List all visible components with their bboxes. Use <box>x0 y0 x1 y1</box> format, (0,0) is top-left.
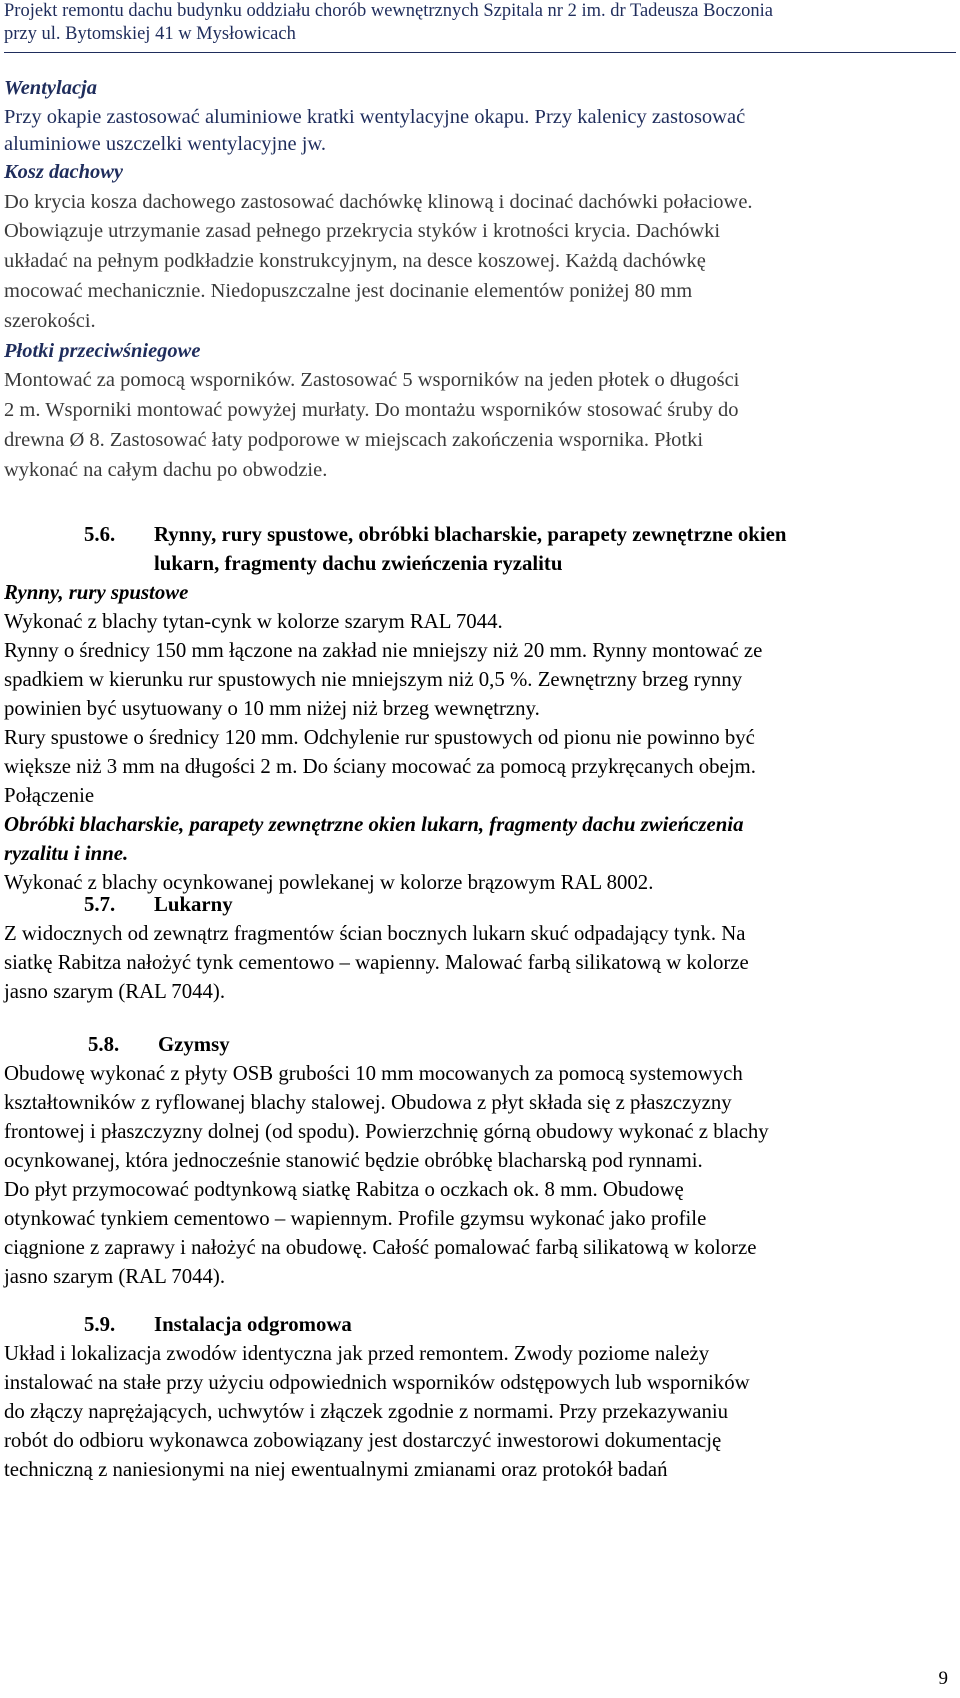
section-number: 5.7. <box>84 893 116 916</box>
paragraph-line: Obowiązuje utrzymanie zasad pełnego przekrycia styków i krotności krycia. Dachówki <box>4 220 721 243</box>
section-number: 5.8. <box>88 1033 120 1056</box>
paragraph-line: kształtowników z ryflowanej blachy stalowej. Obudowa z płyt składa się z płaszczyzny <box>4 1091 732 1114</box>
header-line-1: Projekt remontu dachu budynku oddziału chorób wewnętrznych Szpitala nr 2 im. dr Tadeusza Boczonia <box>4 1 773 21</box>
subheading-rynny: Rynny, rury spustowe <box>4 581 189 604</box>
paragraph-line: Obudowę wykonać z płyty OSB grubości 10 mm mocowanych za pomocą systemowych <box>4 1062 743 1085</box>
paragraph-line: robót do odbioru wykonawca zobowiązany jest dostarczyć inwestorowi dokumentację <box>4 1429 722 1452</box>
paragraph-line: Rury spustowe o średnicy 120 mm. Odchylenie rur spustowych od pionu nie powinno być <box>4 726 755 749</box>
paragraph-line: aluminiowe uszczelki wentylacyjne jw. <box>4 132 327 155</box>
paragraph-line: Połączenie <box>4 784 95 807</box>
section-heading <box>4 1030 956 1059</box>
paragraph-line: Rynny o średnicy 150 mm łączone na zakład nie mniejszy niż 20 mm. Rynny montować ze <box>4 639 763 662</box>
paragraph-line: Układ i lokalizacja zwodów identyczna jak przed remontem. Zwody poziome należy <box>4 1342 710 1365</box>
header-line-2: przy ul. Bytomskiej 41 w Mysłowicach <box>4 24 296 44</box>
paragraph-line: spadkiem w kierunku rur spustowych nie mniejszym niż 0,5 %. Zewnętrzny brzeg rynny <box>4 668 743 691</box>
page-number: 9 <box>938 1668 948 1689</box>
section-title: Instalacja odgromowa <box>154 1313 352 1336</box>
section-heading <box>4 1310 956 1339</box>
paragraph-line: szerokości. <box>4 309 96 332</box>
heading-plotki: Płotki przeciwśniegowe <box>4 339 201 362</box>
paragraph-line: siatkę Rabitza nałożyć tynk cementowo – wapienny. Malować farbą silikatową w kolorze <box>4 951 749 974</box>
header-divider <box>4 52 956 53</box>
paragraph-line: większe niż 3 mm na długości 2 m. Do ściany mocować za pomocą przykręcanych obejm. <box>4 755 756 778</box>
section-5-9 <box>4 1310 956 1484</box>
section-title: Gzymsy <box>158 1033 230 1056</box>
paragraph-line: ciągnione z zaprawy i nałożyć na obudowę. Całość pomalować farbą silikatową w kolorze <box>4 1236 757 1259</box>
paragraph-line: ocynkowanej, która jednocześnie stanowić będzie obróbkę blacharską pod rynnami. <box>4 1149 703 1172</box>
section-number: 5.9. <box>84 1313 116 1336</box>
section-5-8 <box>4 1030 956 1291</box>
section-5-7 <box>4 890 956 1006</box>
paragraph-line: Do płyt przymocować podtynkową siatkę Rabitza o oczkach ok. 8 mm. Obudowę <box>4 1178 684 1201</box>
subheading-obrobki: Obróbki blacharskie, parapety zewnętrzne okien lukarn, fragmenty dachu zwieńczenia <box>4 813 744 836</box>
subheading-obrobki-cont: ryzalitu i inne. <box>4 842 129 865</box>
section-title: Rynny, rury spustowe, obróbki blacharskie, parapety zewnętrzne okien <box>154 523 787 546</box>
paragraph-line: instalować na stałe przy użyciu odpowiednich wsporników odstępowych lub wsporników <box>4 1371 750 1394</box>
paragraph-line: wykonać na całym dachu po obwodzie. <box>4 458 328 481</box>
paragraph-line: techniczną z naniesionymi na niej ewentualnymi zmianami oraz protokół badań <box>4 1458 668 1481</box>
paragraph-line: otynkować tynkiem cementowo – wapiennym. Profile gzymsu wykonać jako profile <box>4 1207 707 1230</box>
heading-wentylacja: Wentylacja <box>4 77 97 99</box>
section-ventilation-roof <box>4 74 956 486</box>
section-heading <box>4 890 956 919</box>
section-title-cont: lukarn, fragmenty dachu zwieńczenia ryzalitu <box>154 552 563 575</box>
paragraph-line: powinien być usytuowany o 10 mm niżej niż brzeg wewnętrzny. <box>4 697 540 720</box>
paragraph-line: jasno szarym (RAL 7044). <box>4 980 226 1003</box>
paragraph-line: drewna Ø 8. Zastosować łaty podporowe w miejscach zakończenia wspornika. Płotki <box>4 428 704 451</box>
paragraph-line: Do krycia kosza dachowego zastosować dachówkę klinową i docinać dachówki połaciowe. <box>4 190 753 213</box>
section-heading <box>4 520 956 549</box>
section-title: Lukarny <box>154 893 233 916</box>
paragraph-line: mocować mechanicznie. Niedopuszczalne jest docinanie elementów poniżej 80 mm <box>4 279 693 302</box>
paragraph-line: układać na pełnym podkładzie konstrukcyjnym, na desce koszowej. Każdą dachówkę <box>4 250 706 273</box>
paragraph-line: Przy okapie zastosować aluminiowe kratki wentylacyjne okapu. Przy kalenicy zastosować <box>4 105 746 128</box>
paragraph-line: Z widocznych od zewnątrz fragmentów ścian bocznych lukarn skuć odpadający tynk. Na <box>4 922 746 945</box>
paragraph-line: do złączy naprężających, uchwytów i złączek zgodnie z normami. Przy przekazywaniu <box>4 1400 729 1423</box>
paragraph-line: frontowej i płaszczyzny dolnej (od spodu). Powierzchnię górną obudowy wykonać z blachy <box>4 1120 769 1143</box>
paragraph-line: jasno szarym (RAL 7044). <box>4 1265 226 1288</box>
paragraph-line: Wykonać z blachy tytan-cynk w kolorze szarym RAL 7044. <box>4 610 503 633</box>
page-header <box>4 0 954 46</box>
paragraph-line: Wykonać z blachy ocynkowanej powlekanej w kolorze brązowym RAL 8002. <box>4 871 654 894</box>
paragraph-line: 2 m. Wsporniki montować powyżej murłaty. Do montażu wsporników stosować śruby do <box>4 399 739 422</box>
section-number: 5.6. <box>84 523 116 546</box>
heading-kosz-dachowy: Kosz dachowy <box>4 160 124 183</box>
section-5-6 <box>4 520 956 897</box>
paragraph-line: Montować za pomocą wsporników. Zastosować 5 wsporników na jeden płotek o długości <box>4 369 740 392</box>
